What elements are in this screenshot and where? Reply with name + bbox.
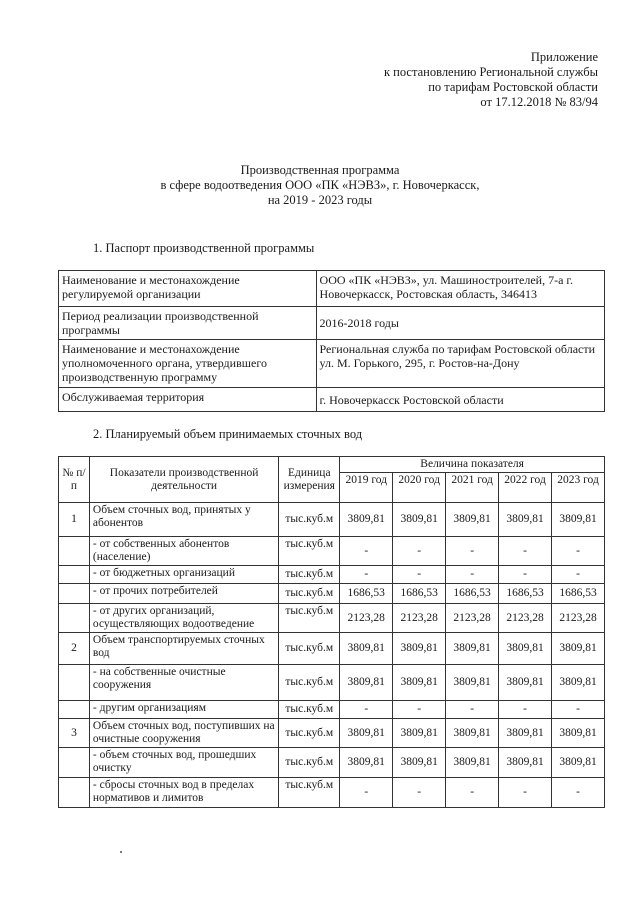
row-unit: тыс.куб.м xyxy=(279,604,340,633)
row-value: 3809,81 xyxy=(340,503,393,537)
row-value: 3809,81 xyxy=(499,503,552,537)
row-number xyxy=(59,701,90,719)
table-row xyxy=(59,584,605,604)
row-value: - xyxy=(552,778,605,808)
passport-row xyxy=(59,271,605,307)
passport-value: Региональная служба по тарифам Ростовской области ул. М. Горького, 295, г. Ростов-на-Дону xyxy=(316,340,604,388)
appendix-line: по тарифам Ростовской области xyxy=(428,80,598,94)
row-indicator: - от прочих потребителей xyxy=(89,584,278,604)
row-value: - xyxy=(393,537,446,566)
row-value: - xyxy=(499,778,552,808)
row-value: - xyxy=(340,566,393,584)
row-value: - xyxy=(340,537,393,566)
passport-value: ООО «ПК «НЭВЗ», ул. Машиностроителей, 7-а г. Новочеркасск, Ростовская область, 346413 xyxy=(316,271,604,307)
row-value: - xyxy=(446,701,499,719)
row-value: 3809,81 xyxy=(499,719,552,748)
row-value: 3809,81 xyxy=(446,503,499,537)
table-row xyxy=(59,701,605,719)
row-number xyxy=(59,665,90,701)
row-value: 1686,53 xyxy=(499,584,552,604)
passport-row xyxy=(59,307,605,340)
row-value: 2123,28 xyxy=(393,604,446,633)
row-value: 3809,81 xyxy=(340,633,393,665)
row-value: 2123,28 xyxy=(499,604,552,633)
header-indicator: Показатели производственной деятельности xyxy=(89,457,278,503)
row-indicator: - от собственных абонентов (население) xyxy=(89,537,278,566)
appendix-line: от 17.12.2018 № 83/94 xyxy=(480,95,598,109)
row-value: - xyxy=(552,701,605,719)
row-unit: тыс.куб.м xyxy=(279,778,340,808)
passport-label: Обслуживаемая территория xyxy=(59,388,317,412)
title-line: Производственная программа xyxy=(240,163,400,177)
row-value: 2123,28 xyxy=(446,604,499,633)
row-value: 3809,81 xyxy=(446,719,499,748)
row-number xyxy=(59,778,90,808)
row-value: 3809,81 xyxy=(499,665,552,701)
row-unit: тыс.куб.м xyxy=(279,748,340,778)
row-number xyxy=(59,604,90,633)
row-number: 3 xyxy=(59,719,90,748)
row-unit: тыс.куб.м xyxy=(279,665,340,701)
header-year: 2019 год xyxy=(340,473,393,503)
passport-row xyxy=(59,388,605,412)
row-indicator: Объем транспортируемых сточных вод xyxy=(89,633,278,665)
row-value: 3809,81 xyxy=(446,633,499,665)
row-value: 1686,53 xyxy=(340,584,393,604)
row-value: 3809,81 xyxy=(393,719,446,748)
row-indicator: - сбросы сточных вод в пределах нормативов и лимитов xyxy=(89,778,278,808)
passport-table xyxy=(58,270,605,412)
row-value: 1686,53 xyxy=(393,584,446,604)
section-heading-volume: 2. Планируемый объем принимаемых сточных вод xyxy=(93,427,363,441)
row-value: 3809,81 xyxy=(552,503,605,537)
row-value: 3809,81 xyxy=(552,665,605,701)
row-value: 3809,81 xyxy=(552,719,605,748)
header-year: 2021 год xyxy=(446,473,499,503)
section-heading-passport: 1. Паспорт производственной программы xyxy=(93,241,315,255)
table-row xyxy=(59,719,605,748)
row-number xyxy=(59,566,90,584)
volume-table xyxy=(58,456,605,808)
passport-label: Период реализации производственной программы xyxy=(59,307,317,340)
table-row xyxy=(59,604,605,633)
table-row xyxy=(59,566,605,584)
appendix-header xyxy=(384,50,598,110)
passport-value: 2016-2018 годы xyxy=(316,307,604,340)
row-number xyxy=(59,748,90,778)
appendix-line: к постановлению Региональной службы xyxy=(383,65,598,79)
row-value: 3809,81 xyxy=(340,719,393,748)
row-indicator: - от бюджетных организаций xyxy=(89,566,278,584)
table-row xyxy=(59,748,605,778)
row-unit: тыс.куб.м xyxy=(279,701,340,719)
row-number xyxy=(59,537,90,566)
row-number xyxy=(59,584,90,604)
row-value: - xyxy=(340,701,393,719)
table-row xyxy=(59,633,605,665)
row-indicator: - от других организаций, осуществляющих водоотведение xyxy=(89,604,278,633)
row-indicator: Объем сточных вод, поступивших на очистные сооружения xyxy=(89,719,278,748)
row-value: - xyxy=(446,566,499,584)
row-value: - xyxy=(499,537,552,566)
row-value: 3809,81 xyxy=(340,665,393,701)
row-unit: тыс.куб.м xyxy=(279,719,340,748)
row-value: - xyxy=(499,566,552,584)
row-value: - xyxy=(393,701,446,719)
row-value: 3809,81 xyxy=(552,748,605,778)
passport-label: Наименование и местонахождение регулируемой организации xyxy=(59,271,317,307)
row-value: - xyxy=(446,537,499,566)
scan-speck xyxy=(120,851,122,853)
row-number: 1 xyxy=(59,503,90,537)
row-unit: тыс.куб.м xyxy=(279,503,340,537)
row-value: 1686,53 xyxy=(552,584,605,604)
row-unit: тыс.куб.м xyxy=(279,566,340,584)
row-value: 3809,81 xyxy=(552,633,605,665)
table-row xyxy=(59,778,605,808)
passport-value: г. Новочеркасск Ростовской области xyxy=(316,388,604,412)
row-indicator: Объем сточных вод, принятых у абонентов xyxy=(89,503,278,537)
table-row xyxy=(59,503,605,537)
program-title xyxy=(0,163,640,208)
row-value: 3809,81 xyxy=(446,665,499,701)
title-line: на 2019 - 2023 годы xyxy=(267,193,373,207)
header-year: 2023 год xyxy=(552,473,605,503)
row-value: - xyxy=(393,778,446,808)
header-unit: Единица измерения xyxy=(279,457,340,503)
row-value: 2123,28 xyxy=(552,604,605,633)
row-value: 3809,81 xyxy=(340,748,393,778)
title-line: в сфере водоотведения ООО «ПК «НЭВЗ», г. Новочеркасск, xyxy=(160,178,480,192)
header-num: № п/п xyxy=(59,457,90,503)
table-row xyxy=(59,665,605,701)
passport-row xyxy=(59,340,605,388)
row-value: 3809,81 xyxy=(393,665,446,701)
row-value: 3809,81 xyxy=(393,633,446,665)
row-indicator: - на собственные очистные сооружения xyxy=(89,665,278,701)
row-value: 3809,81 xyxy=(393,748,446,778)
header-year: 2020 год xyxy=(393,473,446,503)
header-value-group: Величина показателя xyxy=(340,457,605,473)
table-row xyxy=(59,537,605,566)
row-value: - xyxy=(552,566,605,584)
row-number: 2 xyxy=(59,633,90,665)
row-value: 3809,81 xyxy=(393,503,446,537)
row-value: 1686,53 xyxy=(446,584,499,604)
appendix-line: Приложение xyxy=(530,50,598,64)
row-indicator: - другим организациям xyxy=(89,701,278,719)
row-value: 2123,28 xyxy=(340,604,393,633)
row-indicator: - объем сточных вод, прошедших очистку xyxy=(89,748,278,778)
row-value: 3809,81 xyxy=(499,633,552,665)
row-value: 3809,81 xyxy=(446,748,499,778)
row-value: - xyxy=(393,566,446,584)
row-value: 3809,81 xyxy=(499,748,552,778)
row-value: - xyxy=(446,778,499,808)
row-value: - xyxy=(340,778,393,808)
header-year: 2022 год xyxy=(499,473,552,503)
row-unit: тыс.куб.м xyxy=(279,584,340,604)
passport-label: Наименование и местонахождение уполномоченного органа, утвердившего производственную программу xyxy=(59,340,317,388)
row-value: - xyxy=(552,537,605,566)
row-unit: тыс.куб.м xyxy=(279,633,340,665)
row-value: - xyxy=(499,701,552,719)
row-unit: тыс.куб.м xyxy=(279,537,340,566)
